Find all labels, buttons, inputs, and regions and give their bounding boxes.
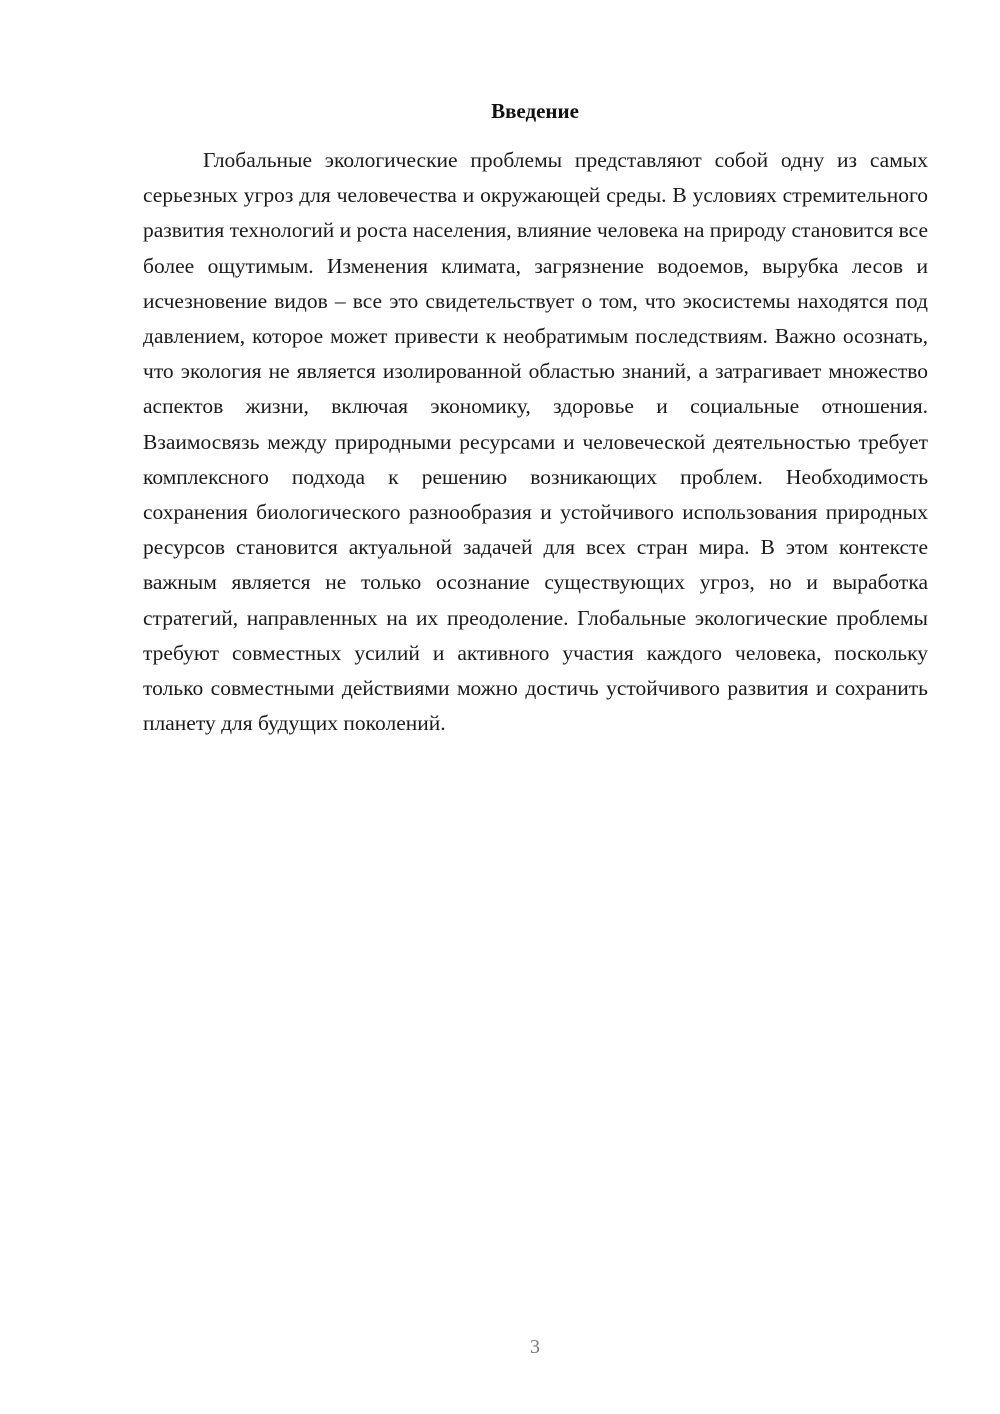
section-title: Введение [491, 99, 579, 123]
body-paragraph: Глобальные экологические проблемы представляют собой одну из самых серьезных угроз для человечества и окружающей среды. В условиях стремительного развития технологий и роста населения, влияние человека на природу становится все более ощутимым. Изменения климата, загрязнение водоемов, вырубка лесов и исчезновение видов – все это свидетельствует о том, что экосистемы находятся под давлением, которое может привести к необратимым последствиям. Важно осознать, что экология не является изолированной областью знаний, а затрагивает множество аспектов жизни, включая экономику, здоровье и социальные отношения. Взаимосвязь между природными ресурсами и человеческой деятельностью требует комплексного подхода к решению возникающих проблем. Необходимость сохранения биологического разнообразия и устойчивого использования природных ресурсов становится актуальной задачей для всех стран мира. В этом контексте важным является не только осознание существующих угроз, но и выработка стратегий, направленных на их преодоление. Глобальные экологические проблемы требуют совместных усилий и активного участия каждого человека, поскольку только совместными действиями можно достичь устойчивого развития и сохранить планету для будущих поколений. [143, 148, 929, 736]
page-number: 3 [530, 1336, 540, 1358]
